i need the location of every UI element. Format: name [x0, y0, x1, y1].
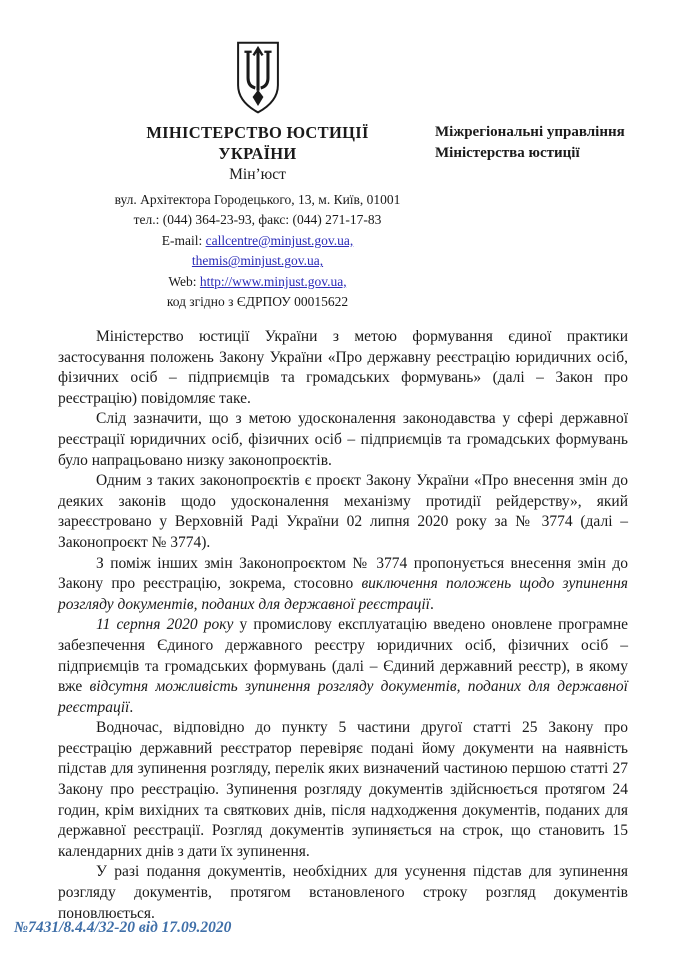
- web-line: [70, 272, 445, 293]
- paragraph-run: .: [129, 698, 134, 716]
- email-link-callcentre[interactable]: callcentre@minjust.gov.ua,: [205, 232, 354, 248]
- recipient-line2: Міністерства юстиції: [435, 145, 580, 161]
- ministry-title: [70, 122, 445, 165]
- paragraph-italic-run: відсутня можливість зупинення розгляду документів, поданих для державної реєстрації: [58, 678, 628, 716]
- ministry-title-line2: УКРАЇНИ: [218, 144, 297, 164]
- edrpou-line: код згідно з ЄДРПОУ 00015622: [166, 294, 349, 310]
- email-link-themis[interactable]: themis@minjust.gov.ua,: [191, 253, 324, 269]
- coat-of-arms-emblem: [70, 40, 445, 116]
- paragraph-run: У разі подання документів, необхідних для усунення підстав для зупинення розгляду документів, протягом встановленого строку розгляд документів поновлюється.: [58, 863, 628, 922]
- letterhead-contacts: [70, 190, 445, 313]
- address-line: вул. Архітектора Городецького, 13, м. Київ, 01001: [114, 191, 401, 207]
- paragraph: [58, 409, 628, 471]
- email-line2: [70, 251, 445, 272]
- paragraph: [58, 554, 628, 616]
- phone-line: тел.: (044) 364-23-93, факс: (044) 271-17-83: [133, 212, 382, 228]
- document-reference-number: №7431/8.4.4/32-20 від 17.09.2020: [14, 919, 232, 936]
- email-line: [70, 231, 445, 252]
- website-link[interactable]: http://www.minjust.gov.ua,: [199, 273, 347, 289]
- paragraph-run: Слід зазначити, що з метою удосконалення законодавства у сфері державної реєстрації юридичних осіб, фізичних осіб – підприємців та громадських формувань було напрацьовано низку законопроєктів.: [58, 410, 628, 469]
- paragraph-run: Міністерство юстиції України з метою формування єдиної практики застосування положень Закону України «Про державну реєстрацію юридичних осіб, фізичних осіб – підприємців та громадських формувань» (далі – Закон про реєстрацію) повідомляє таке.: [58, 328, 628, 407]
- paragraph-italic-run: виключення положень щодо зупинення розгляду документів, поданих для державної реєстрації: [58, 575, 628, 613]
- paragraph-run: .: [430, 595, 434, 613]
- paragraph: [58, 471, 628, 553]
- recipient-block: [435, 122, 670, 164]
- ministry-short-name: Мін’юст: [229, 165, 286, 183]
- document-body: [58, 327, 628, 924]
- paragraph-run: Одним з таких законопроєктів є проєкт Закону України «Про внесення змін до деяких законів щодо удосконалення механізму протидії рейдерству», який зареєстровано у Верховній Раді України 02 липня 2020 року за № 3774 (далі – Законопроєкт № 3774).: [58, 472, 628, 551]
- paragraph: [58, 615, 628, 718]
- recipient-line1: Міжрегіональні управління: [435, 124, 625, 140]
- letterhead: [70, 40, 445, 313]
- paragraph-run: Водночас, відповідно до пункту 5 частини другої статті 25 Закону про реєстрацію державний реєстратор перевіряє подані йому документи на наявність підстав для зупинення розгляду, перелік яких визначений частиною першою статті 27 Закону про реєстрацію. Зупинення розгляду документів здійснюється протягом 24 годин, крім вихідних та святкових днів, після надходження документів, поданих для державної реєстрації. Розгляд документів зупиняється на строк, що становить 15 календарних днів з дати їх зупинення.: [58, 719, 628, 860]
- email-label: E-mail:: [161, 232, 206, 248]
- paragraph: [58, 862, 628, 924]
- ukraine-trident-icon: [229, 40, 287, 116]
- web-label: Web:: [168, 273, 200, 289]
- paragraph: [58, 718, 628, 862]
- paragraph-run: З поміж інших змін Законопроєктом № 3774 пропонується внесення змін до Закону про реєстрацію, зокрема, стосовно: [58, 554, 628, 593]
- ministry-title-line1: МІНІСТЕРСТВО ЮСТИЦІЇ: [146, 123, 369, 142]
- paragraph-run: у промислову експлуатацію введено оновлене програмне забезпечення Єдиного державного реєстру юридичних осіб, фізичних осіб – підприємців та громадських формувань (далі – Єдиний державний реєстр), в якому вже: [58, 616, 628, 696]
- paragraph-italic-run: 11 серпня 2020 року: [96, 616, 234, 634]
- paragraph: [58, 327, 628, 409]
